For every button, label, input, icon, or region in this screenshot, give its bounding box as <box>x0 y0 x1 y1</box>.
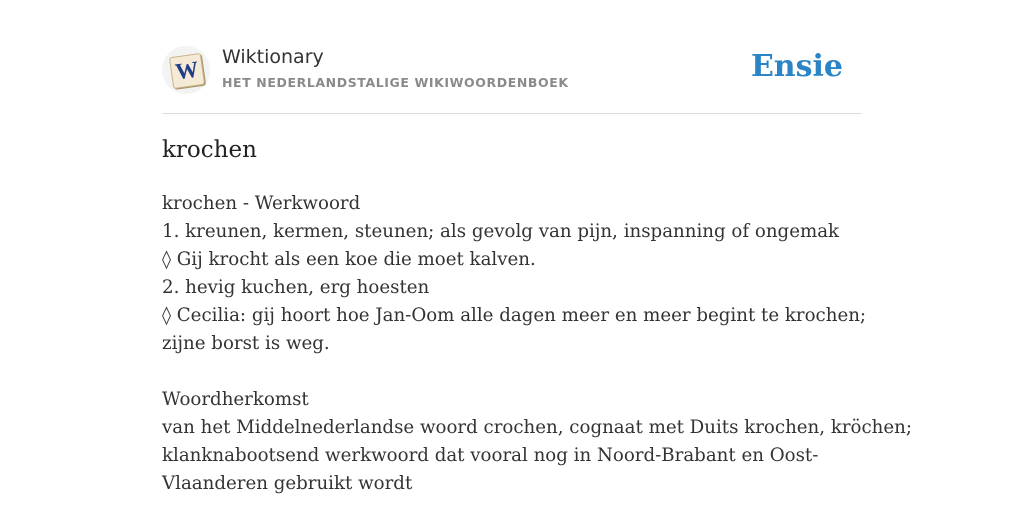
example-2-line-1: ◊ Cecilia: gij hoort hoe Jan-Oom alle dagen meer en meer begint te krochen; <box>162 305 867 326</box>
site-name[interactable]: Wiktionary <box>222 46 324 68</box>
header <box>162 45 862 97</box>
entry-content <box>162 190 912 498</box>
header-divider <box>162 113 862 114</box>
etymology-line-3: Vlaanderen gebruikt wordt <box>162 473 413 494</box>
etymology-line-2: klanknabootsend werkwoord dat vooral nog in Noord-Brabant en Oost- <box>162 445 819 466</box>
sense-1: 1. kreunen, kermen, steunen; als gevolg van pijn, inspanning of ongemak <box>162 221 840 242</box>
page-title: krochen <box>162 137 257 163</box>
sense-2: 2. hevig kuchen, erg hoesten <box>162 277 430 298</box>
logo-tile-icon <box>169 53 205 89</box>
spacer <box>162 358 862 386</box>
etymology-heading: Woordherkomst <box>162 389 309 410</box>
entry-heading: krochen - Werkwoord <box>162 193 361 214</box>
logo-letter: W <box>173 56 201 85</box>
example-2-line-2: zijne borst is weg. <box>162 333 330 354</box>
ensie-brand-link[interactable]: Ensie <box>750 49 843 84</box>
etymology-line-1: van het Middelnederlandse woord crochen, cognaat met Duits krochen, kröchen; <box>162 417 912 438</box>
example-1: ◊ Gij krocht als een koe die moet kalven. <box>162 249 536 270</box>
site-tagline: HET NEDERLANDSTALIGE WIKIWOORDENBOEK <box>222 75 569 90</box>
wiktionary-logo[interactable] <box>162 46 210 94</box>
